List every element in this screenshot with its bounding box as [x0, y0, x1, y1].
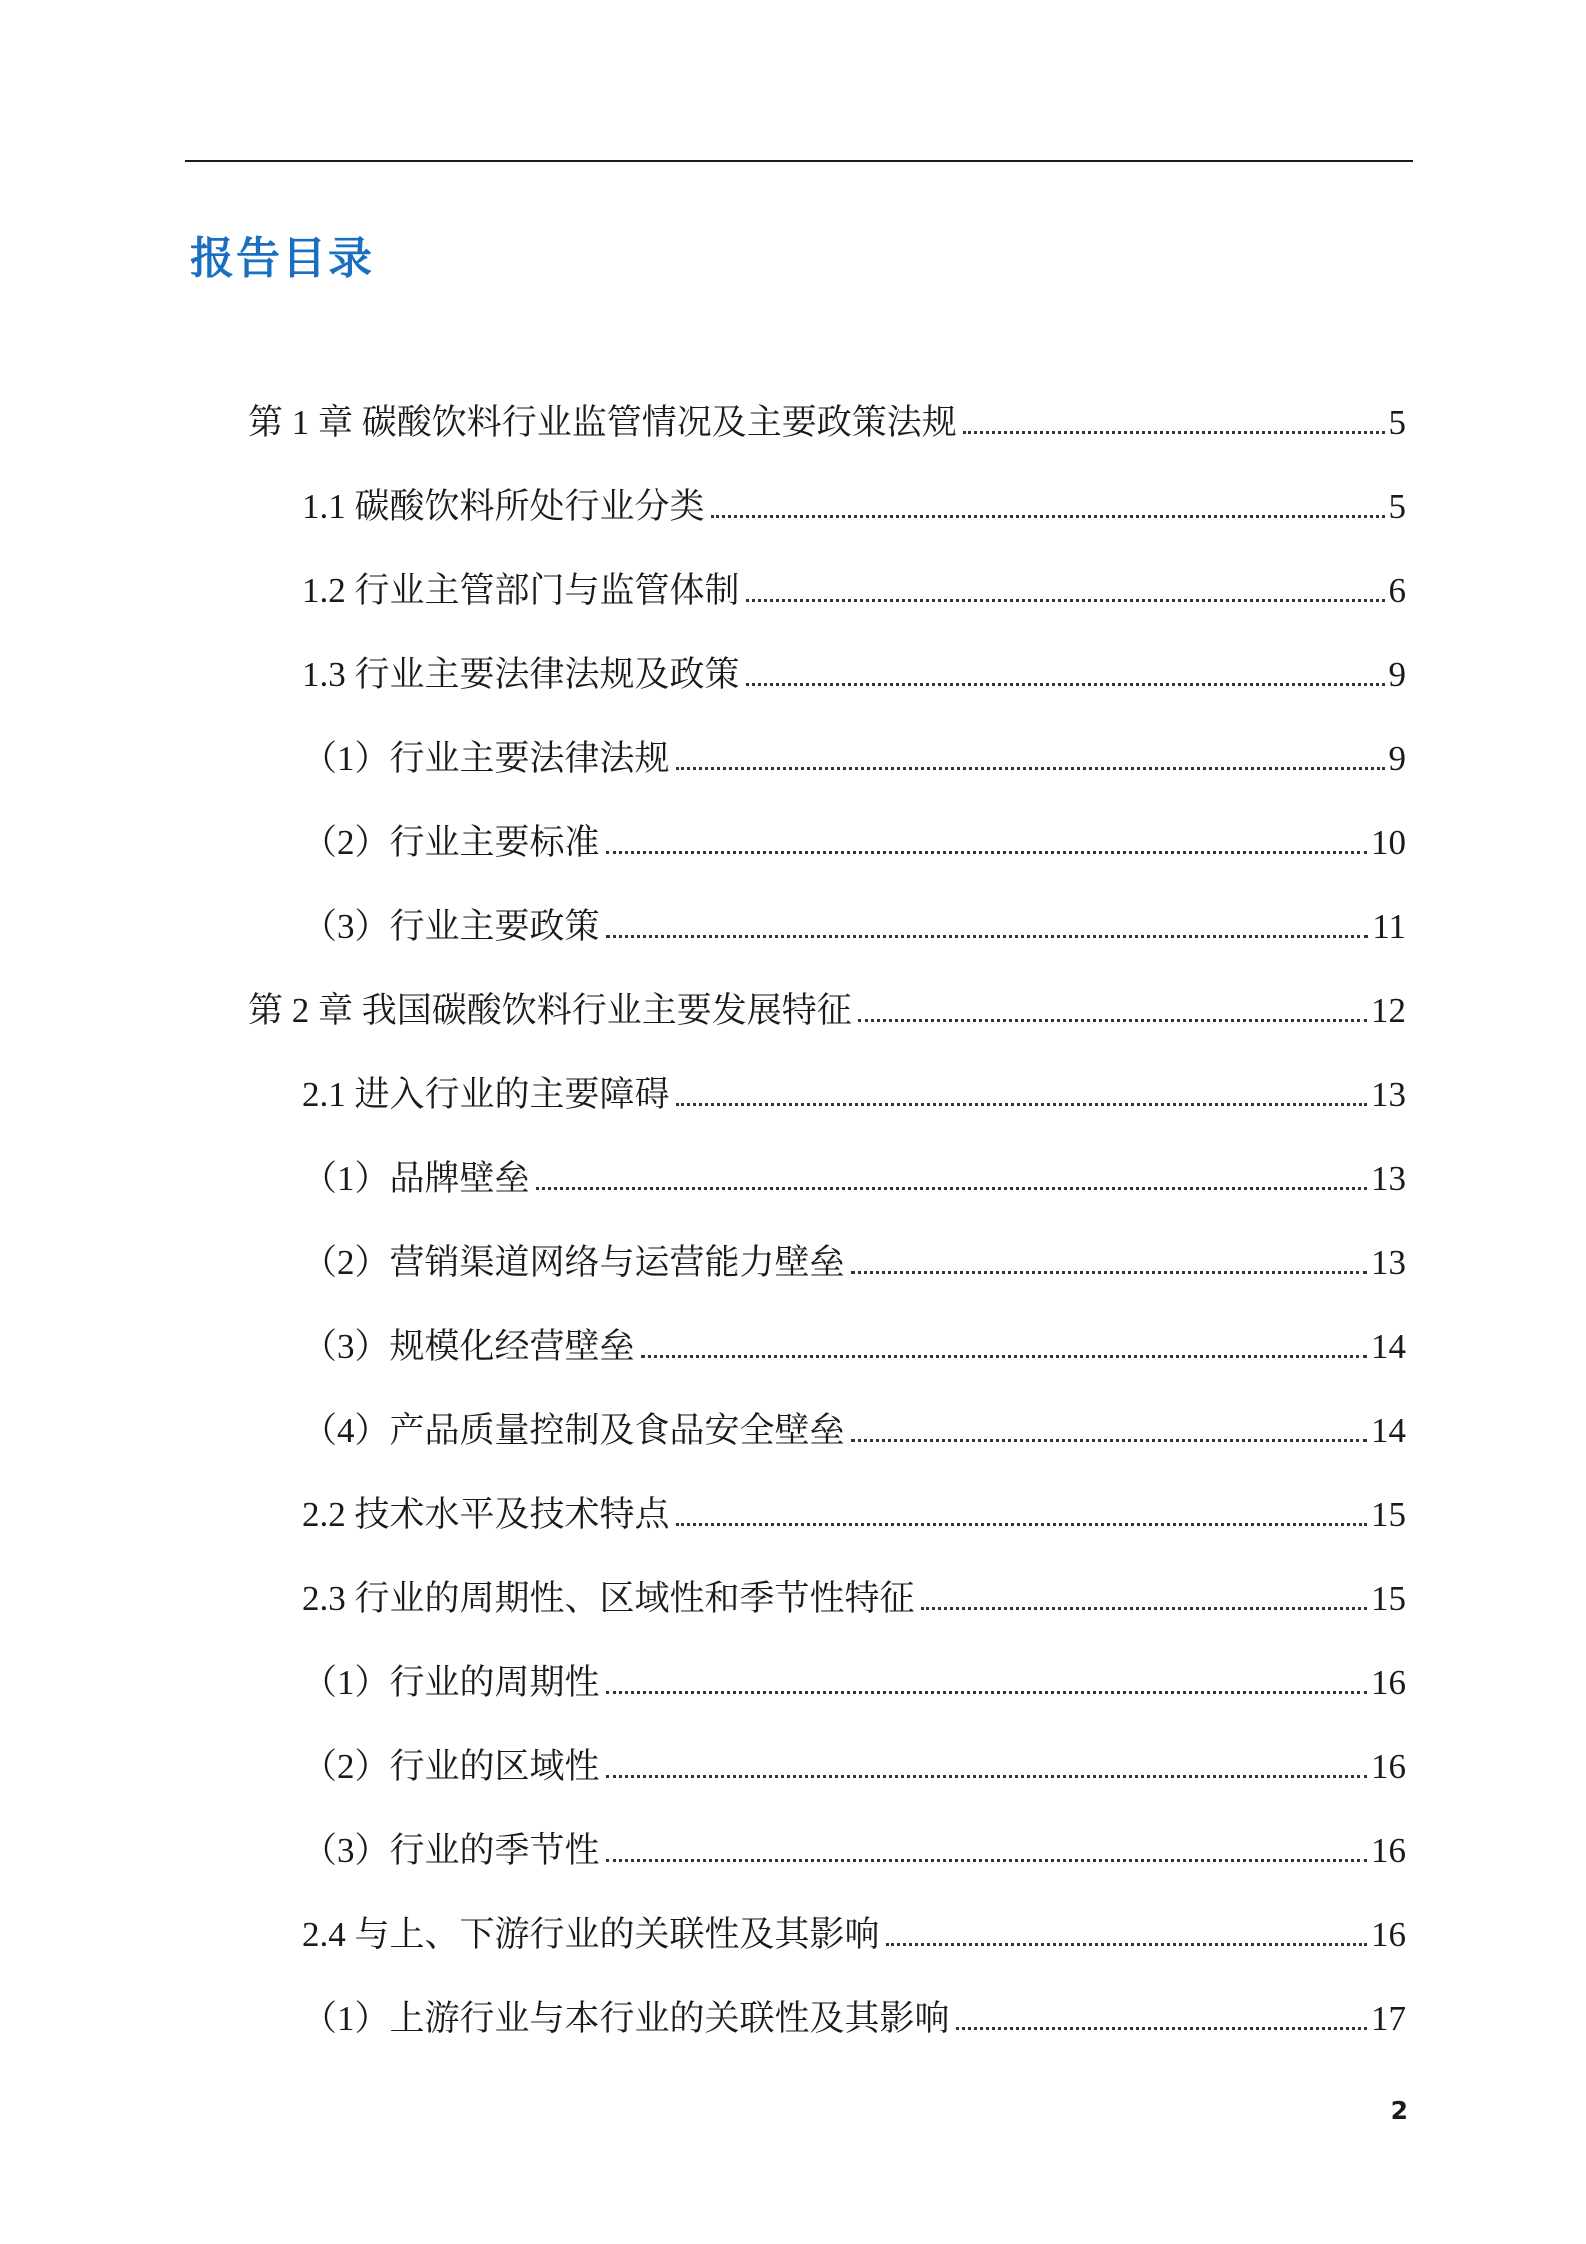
- toc-entry-label: 2.3 行业的周期性、区域性和季节性特征: [302, 1579, 915, 1618]
- toc-entry-label: （3）行业主要政策: [302, 907, 600, 946]
- toc-entry[interactable]: [302, 1396, 1406, 1452]
- toc-entry[interactable]: [302, 1228, 1406, 1284]
- toc-dot-leader: [858, 1019, 1367, 1022]
- toc-dot-leader: [676, 1523, 1367, 1526]
- toc-entry[interactable]: [302, 640, 1406, 696]
- toc-dot-leader: [641, 1355, 1367, 1358]
- toc-dot-leader: [746, 599, 1385, 602]
- toc-entry-label: （1）行业的周期性: [302, 1663, 600, 1702]
- toc-dot-leader: [921, 1607, 1367, 1610]
- toc-entry[interactable]: [302, 1312, 1406, 1368]
- toc-dot-leader: [963, 431, 1385, 434]
- toc-entry[interactable]: [302, 1144, 1406, 1200]
- toc-entry-label: （1）行业主要法律法规: [302, 739, 670, 778]
- toc-entry[interactable]: [302, 1564, 1406, 1620]
- toc-entry-page: 13: [1371, 1075, 1406, 1114]
- page-number: 2: [1390, 2096, 1408, 2125]
- toc-entry-page: 9: [1388, 655, 1406, 694]
- toc-dot-leader: [606, 1859, 1367, 1862]
- toc-entry-label: （3）行业的季节性: [302, 1831, 600, 1870]
- toc-entry-label: 第 2 章 我国碳酸饮料行业主要发展特征: [248, 991, 852, 1030]
- toc-entry-page: 6: [1388, 571, 1406, 610]
- toc-dot-leader: [606, 935, 1369, 938]
- toc-dot-leader: [851, 1271, 1367, 1274]
- toc-entry-page: 16: [1371, 1747, 1406, 1786]
- toc-entry-label: 1.2 行业主管部门与监管体制: [302, 571, 740, 610]
- toc-entry[interactable]: [302, 808, 1406, 864]
- toc-entry-label: （3）规模化经营壁垒: [302, 1327, 635, 1366]
- toc-dot-leader: [956, 2027, 1367, 2030]
- toc-entry-label: 2.1 进入行业的主要障碍: [302, 1075, 670, 1114]
- toc-entry[interactable]: [302, 1984, 1406, 2040]
- toc-entry[interactable]: [248, 388, 1406, 444]
- toc-entry-page: 14: [1371, 1327, 1406, 1366]
- toc-entry-label: （2）营销渠道网络与运营能力壁垒: [302, 1243, 845, 1282]
- toc-entry-page: 16: [1371, 1915, 1406, 1954]
- toc-entry-label: （1）品牌壁垒: [302, 1159, 530, 1198]
- toc-entry-label: （2）行业主要标准: [302, 823, 600, 862]
- toc-entry-label: 第 1 章 碳酸饮料行业监管情况及主要政策法规: [248, 403, 957, 442]
- toc-dot-leader: [536, 1187, 1367, 1190]
- toc-entry-page: 13: [1371, 1159, 1406, 1198]
- toc-entry[interactable]: [302, 1900, 1406, 1956]
- toc-entry-page: 16: [1371, 1831, 1406, 1870]
- toc-dot-leader: [676, 767, 1385, 770]
- toc-entry[interactable]: [302, 724, 1406, 780]
- toc-entry-page: 13: [1371, 1243, 1406, 1282]
- toc-entry-page: 17: [1371, 1999, 1406, 2038]
- toc-entry-page: 5: [1388, 403, 1406, 442]
- toc-entry-label: （1）上游行业与本行业的关联性及其影响: [302, 1999, 950, 2038]
- toc-entry[interactable]: [302, 892, 1406, 948]
- toc-dot-leader: [886, 1943, 1367, 1946]
- toc-dot-leader: [851, 1439, 1367, 1442]
- toc-dot-leader: [711, 515, 1385, 518]
- toc-entry[interactable]: [302, 1732, 1406, 1788]
- toc-entry-label: 1.3 行业主要法律法规及政策: [302, 655, 740, 694]
- toc-entry-page: 16: [1371, 1663, 1406, 1702]
- toc-entry-page: 14: [1371, 1411, 1406, 1450]
- toc-dot-leader: [606, 851, 1367, 854]
- toc-entry[interactable]: [302, 1816, 1406, 1872]
- toc-entry[interactable]: [302, 1060, 1406, 1116]
- toc-dot-leader: [606, 1775, 1367, 1778]
- toc-entry-label: 2.4 与上、下游行业的关联性及其影响: [302, 1915, 880, 1954]
- toc-entry-page: 10: [1371, 823, 1406, 862]
- toc-dot-leader: [746, 683, 1385, 686]
- toc-entry-label: 2.2 技术水平及技术特点: [302, 1495, 670, 1534]
- toc-entry[interactable]: [302, 1648, 1406, 1704]
- toc-entry-page: 15: [1371, 1579, 1406, 1618]
- toc-entry-page: 9: [1388, 739, 1406, 778]
- toc-entry-page: 11: [1372, 907, 1406, 946]
- toc-entry-label: （2）行业的区域性: [302, 1747, 600, 1786]
- toc-entry[interactable]: [248, 976, 1406, 1032]
- toc-entry[interactable]: [302, 1480, 1406, 1536]
- toc-entry-label: 1.1 碳酸饮料所处行业分类: [302, 487, 705, 526]
- page-title: 报告目录: [190, 233, 374, 284]
- toc-entry-page: 15: [1371, 1495, 1406, 1534]
- toc-entry-page: 5: [1388, 487, 1406, 526]
- toc-dot-leader: [676, 1103, 1367, 1106]
- toc-entry-page: 12: [1371, 991, 1406, 1030]
- toc-entry[interactable]: [302, 472, 1406, 528]
- toc-entry[interactable]: [302, 556, 1406, 612]
- toc-entry-label: （4）产品质量控制及食品安全壁垒: [302, 1411, 845, 1450]
- header-rule: [185, 160, 1413, 162]
- toc-dot-leader: [606, 1691, 1367, 1694]
